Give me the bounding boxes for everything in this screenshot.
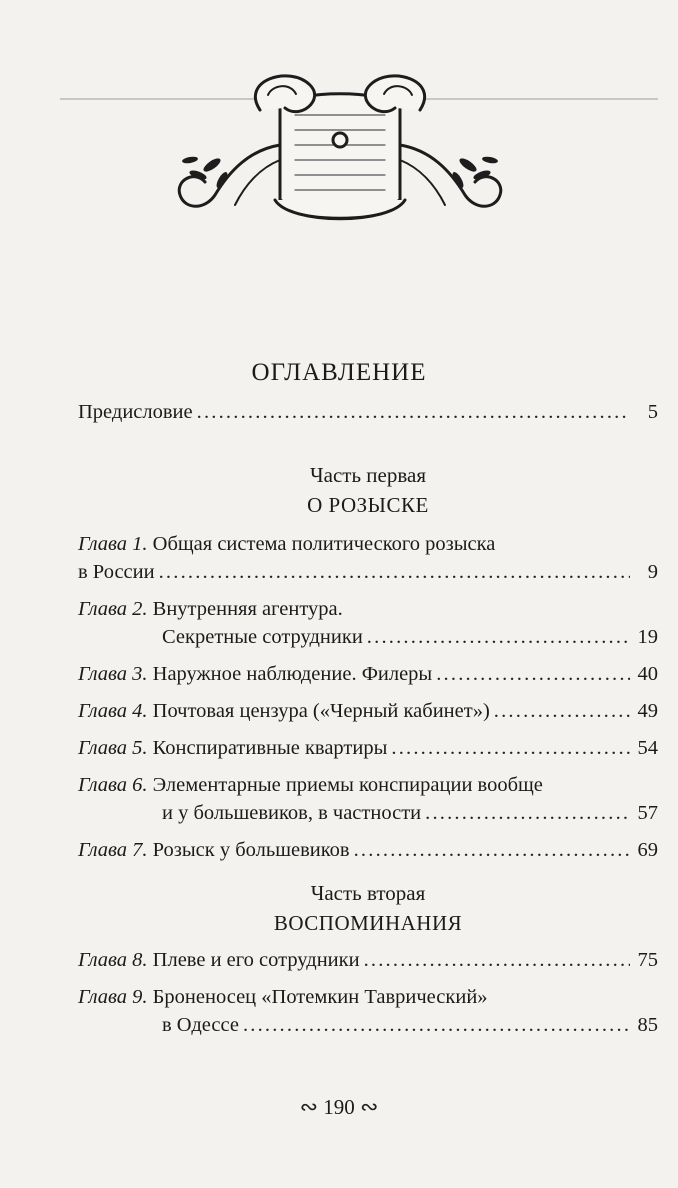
chapter-prefix: Глава 1.	[78, 533, 148, 555]
toc-preface	[78, 398, 658, 426]
toc-entry-cont	[78, 799, 658, 827]
toc-entry-cont	[78, 1011, 658, 1039]
page-number: 9	[647, 561, 658, 583]
chapter-title-cont: в Одессе	[162, 1014, 239, 1036]
chapter-title: Общая система политического розыска	[152, 533, 496, 555]
dot-leader	[243, 1011, 630, 1039]
toc-entry	[78, 697, 658, 725]
toc-entry	[78, 946, 658, 974]
page-number: 69	[637, 839, 658, 861]
chapter-title: Элементарные приемы конспирации вообще	[152, 774, 543, 796]
chapter-title: Плеве и его сотрудники	[152, 949, 360, 971]
part-heading: Часть вторая	[310, 881, 426, 905]
page-number: 75	[637, 949, 658, 971]
toc-entry	[78, 771, 658, 799]
chapter-title: Конспиративные квартиры	[152, 737, 388, 759]
chapter-title: Броненосец «Потемкин Таврический»	[152, 986, 488, 1008]
chapter-prefix: Глава 7.	[78, 839, 148, 861]
scroll-ornament-icon	[160, 50, 520, 250]
chapter-prefix: Глава 4.	[78, 700, 148, 722]
dot-leader	[436, 660, 630, 688]
chapter-prefix: Глава 3.	[78, 663, 148, 685]
wave-ornament-right-icon: ∾	[360, 1094, 379, 1119]
toc-entry	[78, 398, 658, 426]
chapter-title: Наружное наблюдение. Филеры	[152, 663, 433, 685]
chapter-prefix: Глава 6.	[78, 774, 148, 796]
entry-label: Предисловие	[78, 401, 193, 423]
folio-number: 190	[323, 1095, 355, 1119]
chapter-title-cont: и у большевиков, в частности	[162, 802, 422, 824]
chapter-title: Розыск у большевиков	[152, 839, 350, 861]
page-number: 40	[637, 663, 658, 685]
page-number: 54	[637, 737, 658, 759]
chapter-prefix: Глава 9.	[78, 986, 148, 1008]
dot-leader	[364, 946, 630, 974]
toc-entry	[78, 660, 658, 688]
toc-title: ОГЛАВЛЕНИЕ	[251, 358, 427, 386]
chapter-title: Почтовая цензура («Черный кабинет»)	[152, 700, 490, 722]
chapter-title-cont: в России	[78, 561, 155, 583]
page-number: 85	[637, 1014, 658, 1036]
chapter-title: Внутренняя агентура.	[152, 598, 343, 620]
dot-leader	[494, 697, 630, 725]
dot-leader	[197, 398, 630, 426]
wave-ornament-left-icon: ∾	[299, 1094, 318, 1119]
chapter-prefix: Глава 5.	[78, 737, 148, 759]
page-number: 57	[637, 802, 658, 824]
toc-entry	[78, 983, 658, 1011]
toc-entry	[78, 595, 658, 623]
dot-leader	[425, 799, 630, 827]
part-name: О РОЗЫСКЕ	[307, 493, 429, 517]
toc-entry	[78, 734, 658, 762]
dot-leader	[367, 623, 630, 651]
part-heading: Часть первая	[310, 463, 426, 487]
toc-entry-cont	[78, 623, 658, 651]
dot-leader	[391, 734, 630, 762]
dot-leader	[159, 558, 630, 586]
page-number: 19	[637, 626, 658, 648]
toc-entry-cont	[78, 558, 658, 586]
page-number: 49	[637, 700, 658, 722]
toc-part-1	[78, 460, 658, 864]
toc-entry	[78, 836, 658, 864]
chapter-prefix: Глава 8.	[78, 949, 148, 971]
dot-leader	[354, 836, 630, 864]
page-footer	[0, 1094, 678, 1120]
chapter-prefix: Глава 2.	[78, 598, 148, 620]
toc-part-2	[78, 878, 658, 1039]
toc-entry	[78, 530, 658, 558]
page-number: 5	[647, 401, 658, 423]
chapter-title-cont: Секретные сотрудники	[162, 626, 363, 648]
part-name: ВОСПОМИНАНИЯ	[273, 911, 463, 935]
